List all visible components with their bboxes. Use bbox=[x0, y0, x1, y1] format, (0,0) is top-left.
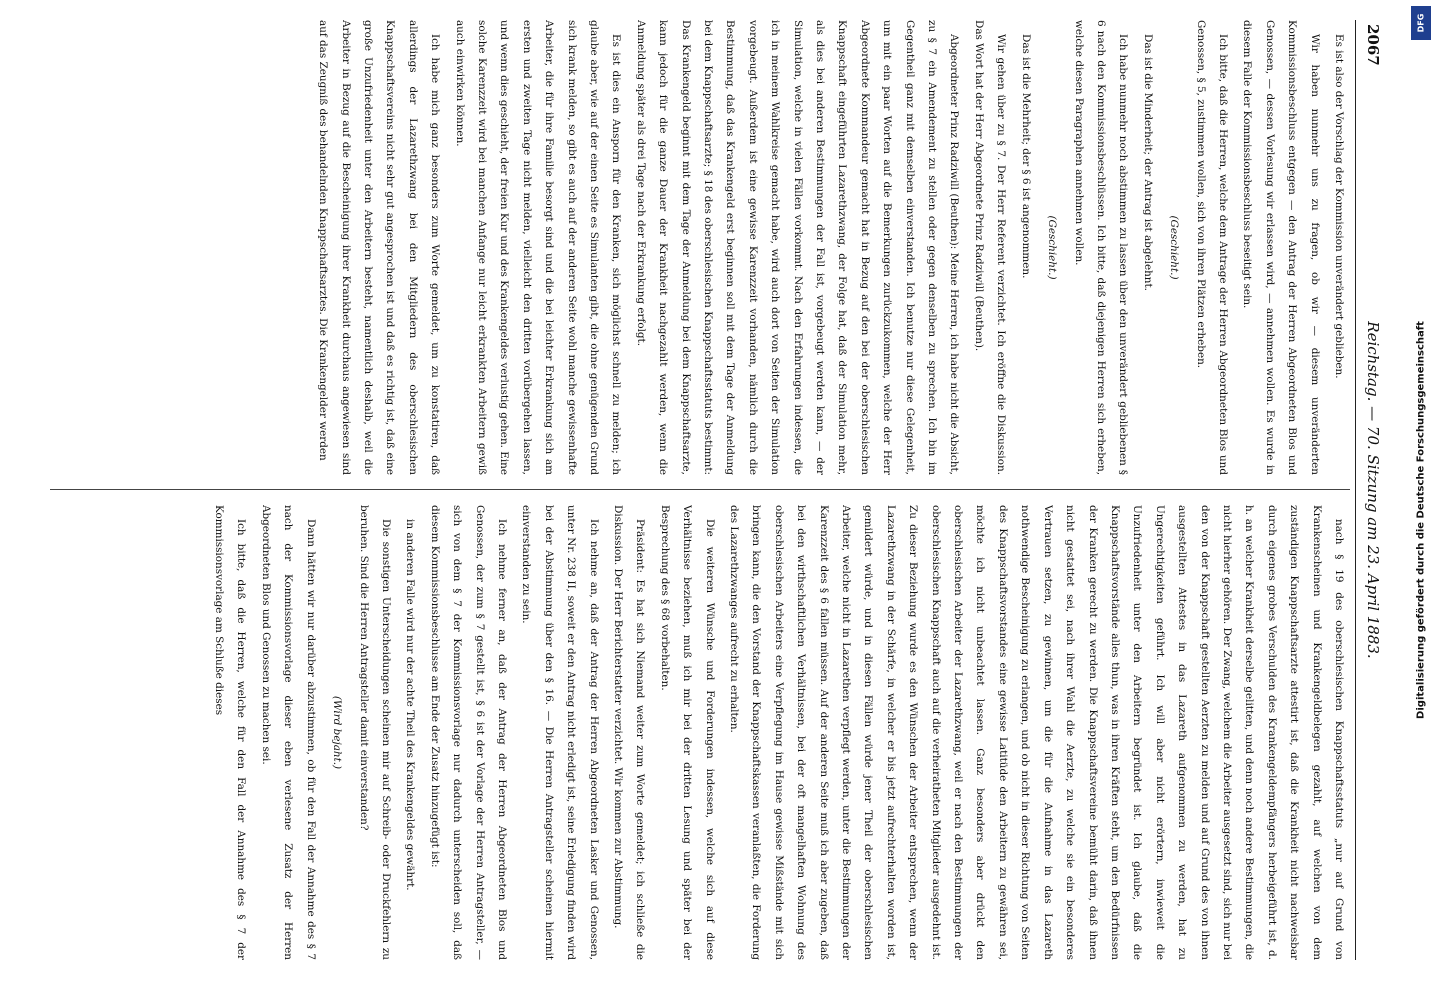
document-page bbox=[40, 20, 1390, 960]
column-divider bbox=[50, 489, 1350, 490]
paragraph: Das ist die Minderheit; der Antrag ist abgelehnt. bbox=[1141, 34, 1154, 291]
paragraph: Die sonstigen Unterscheidungen scheinen mir auf Schreib- oder Druckfehlern zu beruhen. Sind die Herren Antragsteller damit einverstanden? bbox=[357, 505, 392, 960]
paragraph: Ich bitte, daß die Herren, welche für den Fall der Annahme des § 7 der Kommissionsvorlage am Schluße dieses bbox=[213, 505, 248, 960]
paragraph: Es ist also der Vorschlag der Kommission unverändert geblieben. bbox=[1333, 34, 1345, 379]
paragraph: Ich nehme an, daß der Antrag der Herren Abgeordneten Lasker und Genossen, unter Nr. 238 II, soweit er den Antrag nicht erledigt ist, seine Erledigung finden wird bei der Abstimmung über den § 16. — Die Herren Antragsteller scheinen hiermit einverstanden zu sein. bbox=[520, 505, 600, 960]
paragraph: Das ist die Mehrheit; der § 6 ist angenommen. bbox=[1019, 34, 1032, 279]
paragraph: Ich nehme ferner an, daß der Antrag der Herren Abgeordneten Blos und Genossen, der zum § 7 gestellt ist, § 6 ist der Vorlage der Herren Antragsteller, — sich von dem § 7 der Kommissionsvorlage nur dadurch unterscheiden soll, daß diesem Kommissionsbeschlusse am Ende der Zusatz hinzugefügt ist: bbox=[428, 505, 508, 960]
paragraph: Es ist dies ein Ansporn für den Kranken, sich möglichst schnell zu melden; ich glaube aber, wie auf der einen Seite es Simulanten gibt, die ohne genügenden Grund sich krank melden, so gibt es auch auf der anderen Seite wohl manche gewissenhafte Arbeiter, die für ihre Familie besorgt sind und die bei leichter Erkrankung sich am ersten und zweiten Tage nicht melden, vielleicht den dritten vorübergehen lassen, und wenn dies geschieht, der freien Kur und des Krankengeldes verlustig gehen. Eine solche Karenzzeit wird bei manchen Anfange nur leicht erkrankten Arbeitern gewiß auch einwirken können. bbox=[453, 20, 623, 475]
paragraph: Dann hätten wir nur darüber abzustimmen, ob für den Fall der Annahme des § 7 nach der Kommissionsvorlage dieser eben verlesene Zusatz der Herren Abgeordneten Blos und Genossen zu machen sei. bbox=[259, 505, 317, 960]
digitization-sidebar bbox=[1410, 0, 1432, 1000]
right-column bbox=[50, 505, 1350, 960]
stage-direction: (Wird bejaht.) bbox=[331, 695, 344, 770]
paragraph: Die weiteren Wünsche und Forderungen indessen, welche sich auf diese Verhältnisse beziehen, muß ich mir bei der dritten Lesung und später bei der Besprechung des § 68 vorbehalten. bbox=[658, 505, 716, 960]
page-number: 2067 bbox=[1364, 24, 1382, 66]
dfg-logo: DFG bbox=[1411, 6, 1431, 40]
stage-direction: (Geschieht.) bbox=[1046, 215, 1059, 280]
paragraph: Wir gehen über zu § 7. Der Herr Referent verzichtet. Ich eröffne die Diskussion. Das Wort hat der Herr Abgeordnete Prinz Radziwill (Beuthen). bbox=[972, 20, 1008, 475]
paragraph: nach § 19 des oberschlesischen Knappschaftsstatuts „nur auf Grund von Krankenscheinen und Krankengeldbelegen gezahlt, auf welchen von dem zuständigen Knappschaftsarzte attestirt ist, daß die Krankheit nicht nachweisbar durch eigenes grobes Verschulden des Krankengeldempfängers herbeigeführt ist, d. h. an welcher Krankheit derselbe gelitten, und denn noch andere Bestimmungen, die nicht hierher gehören. Der Zwang, welchem die Arbeiter ausgesetzt sind, sich nur bei den von der Knappschaft gestellten Aerzten zu melden und auf Grund des von ihnen ausgestellten Attestes in das Lazareth aufgenommen zu werden, hat zu Ungerechtigkeiten geführt. Ich will aber nicht erörtern, inwieweit die Unzufriedenheit unter den Arbeitern begründet ist. Ich glaube, daß die Knappschaftsvorstände alles thun, was in ihren Kräften steht, um den Bedürfnissen der Kranken gerecht zu werden. Die Knappschaftsvereine bemüht darin, daß ihnen nicht gestattet sei, nach ihrer Wahl die Aerzte, zu welche sie ein besonderes Vertrauen setzen, zu gewinnen, um die für die Aufnahme in das Lazareth nothwendige Bescheinigung zu erlangen, und ob nicht in dieser Richtung von Seiten des Knappschaftsvorstandes eine gewisse Latitüde den Arbeitern zu gewähren sei, möchte ich nicht unbeachtet lassen. Ganz besonders aber drückt den oberschlesischen Arbeiter der Lazarethzwang, weil er nach den Bestimmungen der oberschlesischen Knappschaft auch auf die verheiratheten Mitglieder ausgedehnt ist. Zu dieser Beziehung wurde es den Wünschen der Arbeiter entsprechen, wenn der Lazarethzwang in der Schärfe, in welcher er bis jetzt aufrechterhalten worden ist, gemildert würde, und in diesen Fällen würde jener Theil der oberschlesischen Arbeiter, welche nicht in Lazarethen verpflegt werden, unter die Bestimmungen der Karenzzeit des § 6 fallen müssen. Auf der anderen Seite muß ich aber zugeben, daß bei den wirthschaftlichen Verhältnissen, bei der oft mangelhaften Wohnung des oberschlesischen Arbeiters eine Verpflegung im Hause gewisse Mißstände mit sich bringen kann, die den Vorstand der Knappschaftskassen veranlaßten, die Forderung des Lazarethzwanges aufrecht zu erhalten. bbox=[728, 505, 1345, 960]
paragraph: Präsident: Es hat sich Niemand weiter zum Worte gemeldet; ich schließe die Diskussion. Der Herr Berichterstatter verzichtet. Wir kommen zur Abstimmung. bbox=[612, 505, 647, 960]
text-columns bbox=[50, 20, 1350, 960]
paragraph: Ich habe nunmehr noch abstimmen zu lassen über den unverändert gebliebenen § 6 nach den Kommissionsbeschlüssen. Ich bitte, daß diejenigen Herren sich erheben, welche diesen Paragraphen annehmen wollen. bbox=[1072, 20, 1130, 475]
paragraph: Abgeordneter Prinz Radziwill (Beuthen): Meine Herren, ich habe nicht die Absicht, zu § 7 ein Amendement zu stellen oder gegen denselben zu sprechen. Ich bin im Gegentheil ganz mit demselben einverstanden. Ich benutze nur diese Gelegenheit, um mit ein paar Worten auf die Bemerkungen zurückzukommen, welche der Herr Abgeordnete Kommandeur gemacht hat in Bezug auf den bei der oberschlesischen Knappschaft eingeführten Lazarethzwang, der Folge hat, daß der Simulation mehr, als dies bei anderen Bestimmungen der Fall ist, vorgebeugt werden kann, — der Simulation, welche in vielen Fällen vorkommt. Nach den Erfahrungen indessen, die ich in meinem Wahlkreise gemacht habe, wird auch dort von Seiten der Simulation vorgebeugt. Außerdem ist eine gewisse Karenzzeit vorhanden, nämlich durch die Bestimmung, daß das Krankengeld erst beginnen soll mit dem Tage der Anmeldung bei dem Knappschaftsarzte; § 18 des oberschlesischen Knappschaftsstatuts bestimmt: Das Krankengeld beginnt mit dem Tage der Anmeldung bei dem Knappschaftsarzte, kann jedoch für die ganze Dauer der Krankheit nachgezahlt werden, wenn die Anmeldung später als drei Tage nach der Erkrankung erfolgt. bbox=[634, 20, 961, 475]
stage-direction: (Geschieht.) bbox=[1168, 215, 1181, 280]
page-header bbox=[1355, 20, 1390, 960]
paragraph: in anderen Falle wird nur der achte Theil des Krankengeldes gewährt. bbox=[404, 519, 417, 891]
paragraph: Ich habe mich ganz besonders zum Worte gemeldet, um zu konstatiren, daß allerdings der Lazarethzwang bei den Mitgliedern des oberschlesischen Knappschaftsvereins nicht sehr gut angesprochen ist und daß es richtig ist, daß eine große Unzufriedenheit unter den Arbeitern besteht, namentlich deshalb, weil die Arbeiter in Bezug auf die Bescheinigung ihrer Krankheit durchaus angewiesen sind auf das Zeugniß des behandelnden Knappschaftsarztes. Die Krankengelder werden bbox=[317, 20, 442, 475]
paragraph: Ich bitte, daß die Herren, welche dem Antrage der Herren Abgeordneten Blos und Genossen, § 5, zustimmen wollen, sich von ihren Plätzen erheben. bbox=[1194, 20, 1229, 475]
left-column bbox=[50, 20, 1350, 475]
page-title: Reichstag. — 70. Sitzung am 23. April 1883. bbox=[1364, 321, 1382, 659]
paragraph: Wir haben nunmehr uns zu fragen, ob wir — diesem unveränderten Kommissionsbeschluss entgegen — den Antrag der Herren Abgeordneten Blos und Genossen, — dessen Vorlesung wir erlassen wird, — annehmen wollen. Es wurde in diesem Falle der Kommissionsbeschluss beseitigt sein. bbox=[1241, 20, 1321, 475]
digitization-credit: Digitalisierung gefördert durch die Deutsche Forschungsgemeinschaft bbox=[1415, 321, 1427, 719]
